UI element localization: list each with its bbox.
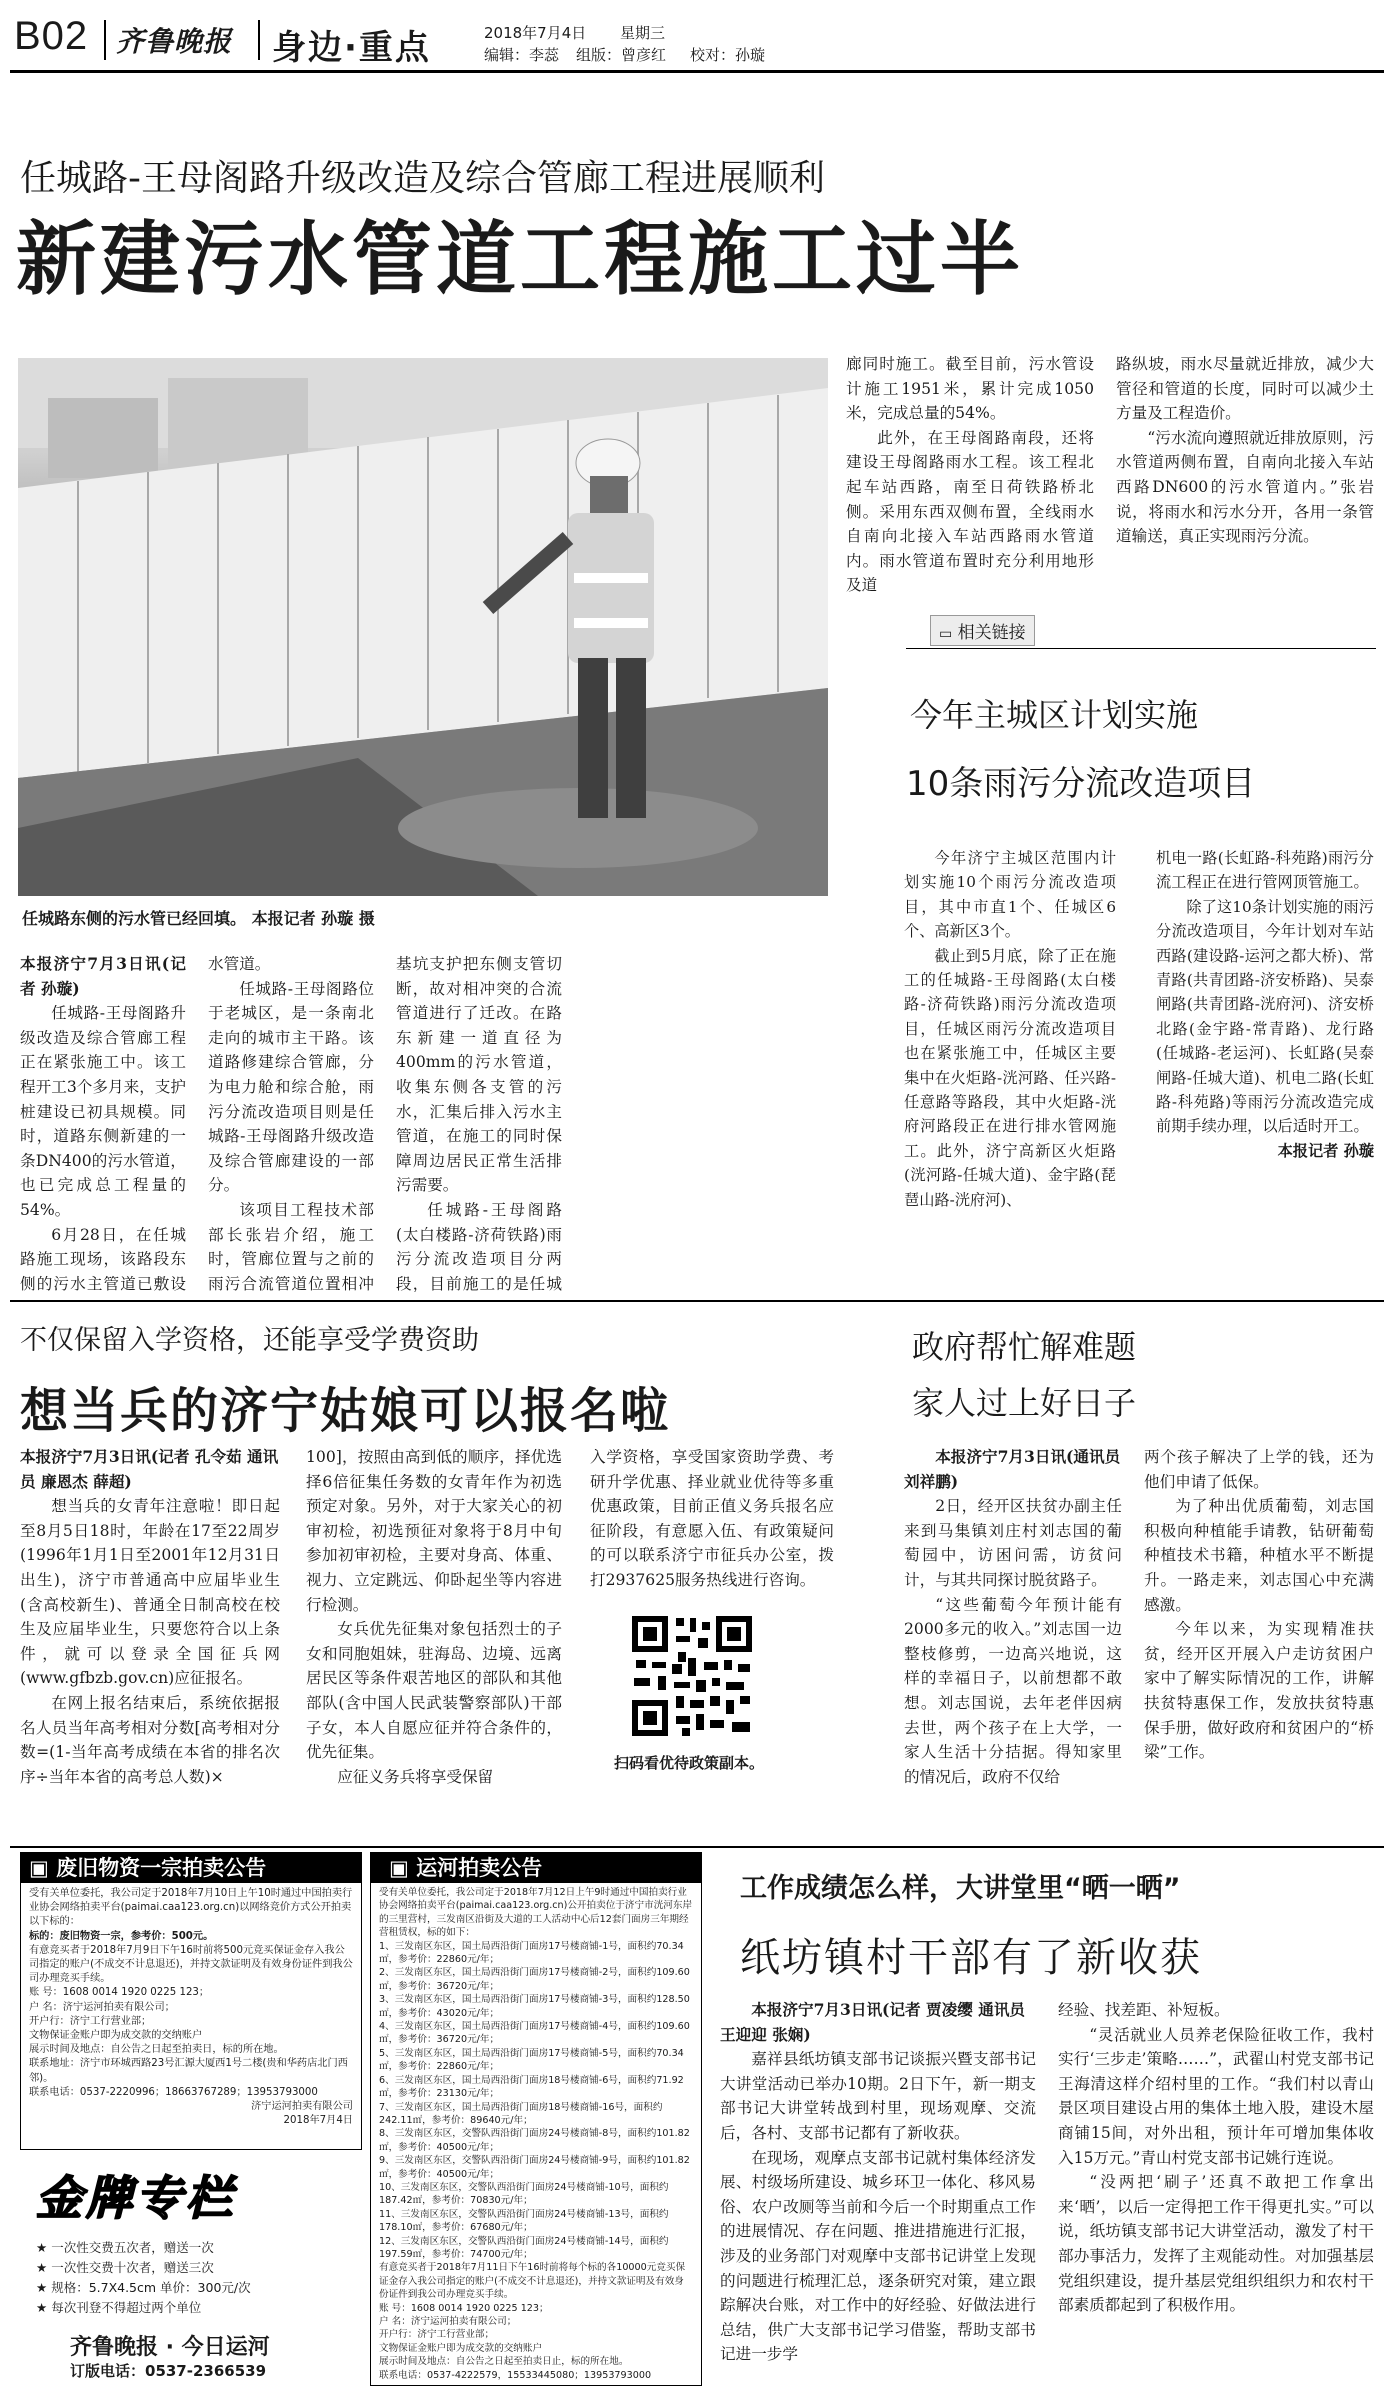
related-col2-paragraph: 除了这10条计划实施的雨污分流改造项目，今年计划对车站西路(建设路-运河之都大桥)、常青路(共青团路-济安桥路)、吴泰闸路(共青团路-洸府河)、济安桥北路(金宇路-常青路)、龙行路(任城路-老运河)、长虹路(吴泰闸路-任城大道)、机电二路(长虹路-科苑路)等雨污分流改造完成前期手续办理，以后适时开工。 — [1156, 897, 1374, 1136]
article2-col2-paragraph: 100]，按照由高到低的顺序，择优选择6倍征集任务数的女青年作为初选预定对象。另外，对于大家关心的初审初检，初选预征对象将于8月中旬参加初审初检，主要对身高、体重、视力、立定跳远、仰卧起坐等内容进行检测。 — [306, 1448, 562, 1614]
ad3-list — [36, 2238, 356, 2318]
article1-col4-paragraph: 廊同时施工。截至目前，污水管设计施工1951米，累计完成1050米，完成总量的54%。 — [846, 355, 1094, 423]
article1-col2-paragraph: 该项目工程技术部部长张岩介绍，施工时，管廊位置与之前的雨污合流管道位置相冲 — [208, 1200, 374, 1292]
ad2-line: 有意竞买者于2018年7月11日下午16时前将每个标的各10000元竞买保证金存入我公司指定的账户(不成交不计息退还)，并持文款证明及有效身份证件到我公司办理竞买手续。 — [379, 2262, 686, 2301]
ad1-company: 济宁运河拍卖有限公司 — [251, 2101, 353, 2113]
ad2-item: 11、三发南区东区，交警队西沿街门面房24号楼商铺-13号，面积约178.10㎡，参考价：67680元/年； — [379, 2208, 669, 2234]
ad2-line: 展示时间及地点：自公告之日起至拍卖日止，标的所在地。 — [379, 2356, 629, 2368]
article3-title-line1: 政府帮忙解难题 — [912, 1328, 1137, 1366]
ad1-box — [20, 1852, 362, 2150]
article1-photo-caption: 任城路东侧的污水管已经回填。 本报记者 孙璇 摄 — [22, 909, 375, 928]
ad3-line: ★ 规格：5.7X4.5cm 单价：300元/次 — [36, 2280, 251, 2295]
related-link-label: 相关链接 — [957, 623, 1026, 643]
section-title: 身边·重点 — [272, 28, 431, 68]
related-title-line2: 10条雨污分流改造项目 — [906, 764, 1256, 804]
related-link-tag — [930, 615, 1035, 646]
article1-col4-paragraph: 此外，在王母阁路南段，还将建设王母阁路雨水工程。该工程北起车站西路，南至日荷铁路桥北侧。采用东西双侧布置，全线雨水自南向北接入车站西路雨水管道内。雨水管道布置时充分利用地形及道 — [846, 428, 1094, 595]
article1-title: 新建污水管道工程施工过半 — [16, 213, 1024, 306]
ad1-content — [21, 1883, 361, 2145]
article1-col4 — [846, 352, 1094, 604]
ad1-header — [21, 1853, 361, 1883]
ad1-line: 账 号：1608 0014 1920 0225 123； — [29, 1987, 210, 1999]
article1-col5-paragraph: 路纵坡，雨水尽量就近排放，减少大管径和管道的长度，同时可以减少土方量及工程造价。 — [1116, 355, 1374, 423]
article1-col5-paragraph: “污水流向遵照就近排放原则，污水管道两侧布置，自南向北接入车站西路DN600的污水管道内。”张岩说，将雨水和污水分开，各用一条管道输送，真正实现雨污分流。 — [1116, 428, 1374, 546]
article2-col3 — [590, 1445, 834, 1595]
ad2-bullet-icon: ▣ — [389, 1856, 417, 1880]
ad2-box — [370, 1852, 702, 2386]
ad1-line: 联系地址：济宁市环城西路23号汇源大厦西1号二楼(贵和华药店北门西邻)。 — [29, 2058, 348, 2084]
article3-col2-paragraph: 两个孩子解决了上学的钱，还为他们申请了低保。 — [1144, 1448, 1374, 1491]
header-layout: 组版：曾彦红 — [576, 46, 667, 64]
ad1-line: 联系电话：0537-2220996；18663767289；13953793000 — [29, 2086, 318, 2098]
ad2-item: 3、三发南区东区，国土局西沿街门面房17号楼商铺-3号，面积约128.50㎡，参考价：43020元/年； — [379, 1994, 690, 2019]
article4-col2-paragraph: “灵活就业人员养老保险征收工作，我村实行‘三步走’策略……”，武翟山村党支部书记王海清这样介绍村里的工作。“我们村以青山景区项目建设占用的集体土地入股，建设木屋商铺15间，对外出租，预计年可增加集体收入15万元。”青山村党支部书记姚行连说。 — [1058, 2025, 1374, 2167]
construction-site-illustration — [18, 358, 828, 896]
related-col2-paragraph: 机电一路(长虹路-科苑路)雨污分流工程正在进行管网顶管施工。 — [1156, 849, 1374, 892]
article4-col2 — [1058, 1998, 1374, 2388]
article1-col2 — [208, 952, 374, 1292]
article4-byline: 本报济宁7月3日讯(记者 贾凌缨 通讯员 王迎迎 张娴) — [720, 2000, 1026, 2044]
ad2-content — [371, 1883, 701, 2381]
ad2-item: 5、三发南区东区，国土局西沿街门面房17号楼商铺-5号，面积约70.34㎡，参考价：22860元/年； — [379, 2047, 684, 2073]
related-top-rule — [906, 648, 1376, 649]
link-icon: ▭ — [939, 626, 953, 642]
ad1-title: 废旧物资一宗拍卖公告 — [56, 1856, 267, 1880]
article1-col5 — [1116, 352, 1374, 604]
article3-col1-paragraph: “这些葡萄今年预计能有2000多元的收入。”刘志国一边整枝修剪，一边高兴地说，这样的幸福日子，以前想都不敢想。刘志国说，去年老伴因病去世，两个孩子在上大学，一家人生活十分拮据。得知家里的情况后，政府不仅给 — [904, 1595, 1122, 1786]
ad2-item: 10、三发南区东区，交警队西沿街门面房24号楼商铺-10号，面积约187.42㎡，参考价：70830元/年； — [379, 2181, 669, 2207]
ad2-line: 联系电话：0537-4222579，15533445080；13953793000 — [379, 2369, 652, 2381]
ad2-line: 户 名：济宁运河拍卖有限公司； — [379, 2316, 517, 2327]
article3-title-line2: 家人过上好日子 — [912, 1384, 1137, 1422]
qr-code-icon — [628, 1612, 756, 1740]
related-title-line1: 今年主城区计划实施 — [910, 696, 1199, 734]
ad3-brand: 齐鲁晚报 · 今日运河 — [70, 2335, 270, 2360]
ad2-title: 运河拍卖公告 — [416, 1856, 543, 1880]
article4-col1-paragraph: 在现场，观摩点支部书记就村集体经济发展、村级场所建设、城乡环卫一体化、移风易俗、农户改厕等当前和今后一个时期重点工作的进展情况、存在问题、推进措施进行汇报，涉及的业务部门对观摩中支部书记讲堂上发现的问题进行梳理汇总，逐条研究对策，建立跟踪解决台账，对工作中的好经验、好做法进行总结，供广大支部书记学习借鉴，帮助支部书记进一步学 — [720, 2148, 1036, 2364]
ad2-item: 2、三发南区东区，国土局西沿街门面房17号楼商铺-2号，面积约109.60㎡，参考价：36720元/年； — [379, 1967, 690, 1992]
qr-code[interactable] — [628, 1612, 756, 1740]
article2-col3-paragraph: 入学资格，享受国家资助学费、考研升学优惠、择业就业优待等多重优惠政策，目前正值义务兵报名应征阶段，有意愿入伍、有政策疑问的可以联系济宁市征兵办公室，拨打2937625服务热线进行咨询。 — [590, 1448, 834, 1589]
header-editor: 编辑：李蕊 — [484, 46, 560, 64]
ad2-item: 1、三发南区东区，国土局西沿街门面房17号楼商铺-1号，面积约70.34㎡，参考价：22860元/年； — [379, 1940, 684, 1966]
article4-col1 — [720, 1998, 1036, 2388]
article3-col1 — [904, 1445, 1122, 1843]
article4-col1-paragraph: 嘉祥县纸坊镇支部书记谈振兴暨支部书记大讲堂活动已举办10期。2日下午，新一期支部书记大讲堂转战到村里，现场观摩、交流后，各村、支部书记都有了新收获。 — [720, 2050, 1036, 2142]
article2-col2-paragraph: 应征义务兵将享受保留 — [337, 1767, 494, 1786]
article4-subtitle: 工作成绩怎么样，大讲堂里“晒一晒” — [740, 1873, 1181, 1904]
ad1-line: 户 名：济宁运河拍卖有限公司； — [29, 2001, 175, 2013]
ad1-line: 文物保证金账户即为成交款的交纳账户 — [29, 2030, 203, 2042]
article2-byline: 本报济宁7月3日讯(记者 孔令茹 通讯员 廉恩杰 薛超) — [20, 1447, 279, 1491]
ad3-box — [20, 2158, 360, 2384]
header-proof: 校对：孙璇 — [690, 46, 766, 64]
article4-col2-paragraph: “没两把‘刷子’还真不敢把工作拿出来‘晒’，以后一定得把工作干得更扎实。”可以说，纸坊镇支部书记大讲堂活动，激发了村干部办事活力，发挥了主观能动性。对加强基层党组织建设，提升基层党组织组织力和农村干部素质都起到了积极作用。 — [1058, 2173, 1374, 2315]
ad3-line: ★ 一次性交费十次者，赠送三次 — [36, 2260, 214, 2275]
header-divider-1 — [104, 20, 106, 60]
article4-col2-paragraph: 经验、找差距、补短板。 — [1058, 2001, 1230, 2019]
article1-col2-paragraph: 任城路-王母阁路位于老城区，是一条南北走向的城市主干路。该道路修建综合管廊，分为电力舱和综合舱，雨污分流改造项目则是任城路-王母阁路升级改造及综合管廊建设的一部分。 — [208, 979, 374, 1195]
article2-subtitle: 不仅保留入学资格，还能享受学费资助 — [20, 1325, 479, 1356]
ad1-date: 2018年7月4日 — [283, 2115, 353, 2127]
section-rule-2 — [10, 1846, 1384, 1848]
header-date: 2018年7月4日 — [484, 24, 587, 42]
article1-col3 — [396, 952, 562, 1292]
article2-col2-paragraph: 女兵优先征集对象包括烈士的子女和同胞姐妹，驻海岛、边境、远离居民区等条件艰苦地区的部队和其他部队(含中国人民武装警察部队)干部子女，本人自愿应征并符合条件的，优先征集。 — [306, 1620, 562, 1762]
article1-col3-paragraph: 基坑支护把东侧支管切断，故对相冲突的合流管道进行了迁改。在路东新建一道直径为400mm的污水管道，收集东侧各支管的污水，汇集后排入污水主管道，在施工的同时保障周边居民正常生活排污需要。 — [396, 955, 562, 1195]
section-rule-1 — [10, 1300, 1384, 1302]
article1-col2-lead: 水管道。 — [208, 955, 271, 973]
article1-col3-paragraph: 任城路-王母阁路(太白楼路-济荷铁路)雨污分流改造项目分两段，目前施工的是任城 — [396, 1200, 562, 1292]
header-rule — [10, 70, 1384, 73]
article1-col1 — [20, 952, 186, 1292]
article3-byline: 本报济宁7月3日讯(通讯员 刘祥鹏) — [904, 1447, 1121, 1491]
ad1-line: 受有关单位委托，我公司定于2018年7月10日上午10时通过中国拍卖行业协会网络拍卖平台(paimai.caa123.org.cn)以网络竞价方式公开拍卖以下标的： — [29, 1888, 353, 1928]
ad1-line: 开户行：济宁工行营业部； — [29, 2015, 152, 2027]
article3-col2 — [1144, 1445, 1374, 1843]
ad2-header — [371, 1853, 701, 1883]
article3-col2-paragraph: 今年以来，为实现精准扶贫，经开区开展入户走访贫困户家中了解实际情况的工作，讲解扶贫特惠保工作，发放扶贫特惠保手册，做好政府和贫困户的“桥梁”工作。 — [1144, 1620, 1374, 1762]
article3-col2-paragraph: 为了种出优质葡萄，刘志国积极向种植能手请教，钻研葡萄种植技术书籍，种植水平不断提升。一路走来，刘志国心中充满感激。 — [1144, 1497, 1374, 1614]
related-col1 — [904, 846, 1116, 1246]
ad1-line: 有意竞买者于2018年7月9日下午16时前将500元竞买保证金存入我公司指定的账户(不成交不计息退还)，并持文款证明及有效身份证件到我公司办理竞买手续。 — [29, 1944, 353, 1985]
page-number: B02 — [14, 14, 89, 58]
related-col1-paragraph: 今年济宁主城区范围内计划实施10个雨污分流改造项目，其中市直1个、任城区6个、高新区3个。 — [904, 849, 1116, 941]
ad1-line: 展示时间及地点：自公告之日起至拍卖日，标的所在地。 — [29, 2044, 284, 2056]
article2-col1 — [20, 1445, 280, 1843]
article4-title: 纸坊镇村干部有了新收获 — [740, 1935, 1202, 1981]
article2-col2 — [306, 1445, 562, 1843]
article1-byline: 本报济宁7月3日讯(记者 孙璇) — [20, 954, 186, 998]
ad2-line: 文物保证金账户即为成交款的交纳账户 — [379, 2342, 543, 2354]
article2-col1-paragraph: 在网上报名结束后，系统依据报名人员当年高考相对分数[高考相对分数=(1-当年高考成绩在本省的排名次序÷当年本省的高考总人数)× — [20, 1693, 280, 1786]
article1-photo — [18, 358, 828, 896]
related-col1-paragraph: 截止到5月底，除了正在施工的任城路-王母阁路(太白楼路-济荷铁路)雨污分流改造项目，任城区雨污分流改造项目也在紧张施工中，任城区主要集中在火炬路-洸河路、任兴路-任意路等路段，其中火炬路-洸府河路段正在进行排水管网施工。此外，济宁高新区火炬路(洸河路-任城大道)、金宇路(琵琶山路-洸府河)、 — [904, 946, 1116, 1209]
newspaper-logo: 齐鲁晚报 — [116, 25, 233, 58]
ad1-line: 标的：废旧物资一宗，参考价：500元。 — [29, 1930, 214, 1942]
ad3-phone: 订版电话：0537-2366539 — [70, 2362, 267, 2380]
related-author: 本报记者 孙璇 — [1277, 1141, 1374, 1160]
article1-col1-paragraph: 6月28日，在任城路施工现场，该路段东侧的污水主管道已敷设 — [20, 1225, 186, 1292]
ad2-line: 开户行：济宁工行营业部； — [379, 2329, 495, 2341]
qr-caption: 扫码看优待政策副本。 — [614, 1754, 765, 1772]
article3-col1-paragraph: 2日，经开区扶贫办副主任来到马集镇刘庄村刘志国的葡萄园中，访困问需，访贫问计，与其共同探讨脱贫路子。 — [904, 1497, 1122, 1589]
ad2-item: 6、三发南区东区，国土局西沿街门面房18号楼商铺-6号，面积约71.92㎡，参考价：23130元/年； — [379, 2074, 684, 2100]
ad3-line: ★ 每次刊登不得超过两个单位 — [36, 2300, 202, 2315]
ad2-item: 7、三发南区东区，国土局西沿街门面房18号楼商铺-16号，面积约242.11㎡，参考价：89640元/年； — [379, 2101, 663, 2126]
ad1-bullet-icon: ▣ — [29, 1856, 57, 1880]
ad2-line: 账 号：1608 0014 1920 0225 123； — [379, 2302, 549, 2314]
ad3-line: ★ 一次性交费五次者，赠送一次 — [36, 2240, 214, 2255]
ad2-item: 9、三发南区东区，交警队西沿街门面房24号楼商铺-9号，面积约101.82㎡，参考价：40500元/年； — [379, 2155, 690, 2180]
ad2-item: 4、三发南区东区，国土局西沿街门面房17号楼商铺-4号，面积约109.60㎡，参考价：36720元/年； — [379, 2021, 690, 2046]
article1-col1-paragraph: 任城路-王母阁路升级改造及综合管廊工程正在紧张施工中。该工程开工3个多月来，支护桩建设已初具规模。同时，道路东侧新建的一条DN400的污水管道，也已完成总工程量的54%。 — [20, 1004, 186, 1219]
ad3-title: 金牌专栏 — [36, 2171, 236, 2225]
related-col2 — [1156, 846, 1374, 1246]
header-divider-2 — [258, 20, 260, 60]
ad2-item: 12、三发南区东区，交警队西沿街门面房24号楼商铺-14号，面积约197.59㎡，参考价：74700元/年； — [379, 2235, 669, 2260]
ad2-item: 8、三发南区东区，交警队西沿街门面房24号楼商铺-8号，面积约101.82㎡，参考价：40500元/年； — [379, 2128, 690, 2153]
ad2-line: 受有关单位委托，我公司定于2018年7月12日上午9时通过中国拍卖行业协会网络拍卖平台(paimai.caa123.org.cn)公开拍卖位于济宁市洸河东岸的三里营村，三发南区沿街及大道的工人活动中心后12套门面房三年期经营租赁权，标的如下： — [379, 1887, 693, 1939]
article1-subtitle: 任城路-王母阁路升级改造及综合管廊工程进展顺利 — [20, 158, 825, 199]
article2-title: 想当兵的济宁姑娘可以报名啦 — [20, 1383, 671, 1439]
article2-col1-paragraph: 想当兵的女青年注意啦！即日起至8月5日18时，年龄在17至22周岁(1996年1月1日至2001年12月31日出生)，济宁市普通高中应届毕业生(含高校新生)、普通全日制高校在校生及应届毕业生，只要您符合以上条件，就可以登录全国征兵网(www.gfbzb.gov.cn)应征报名。 — [20, 1497, 280, 1688]
header-weekday: 星期三 — [620, 24, 666, 42]
